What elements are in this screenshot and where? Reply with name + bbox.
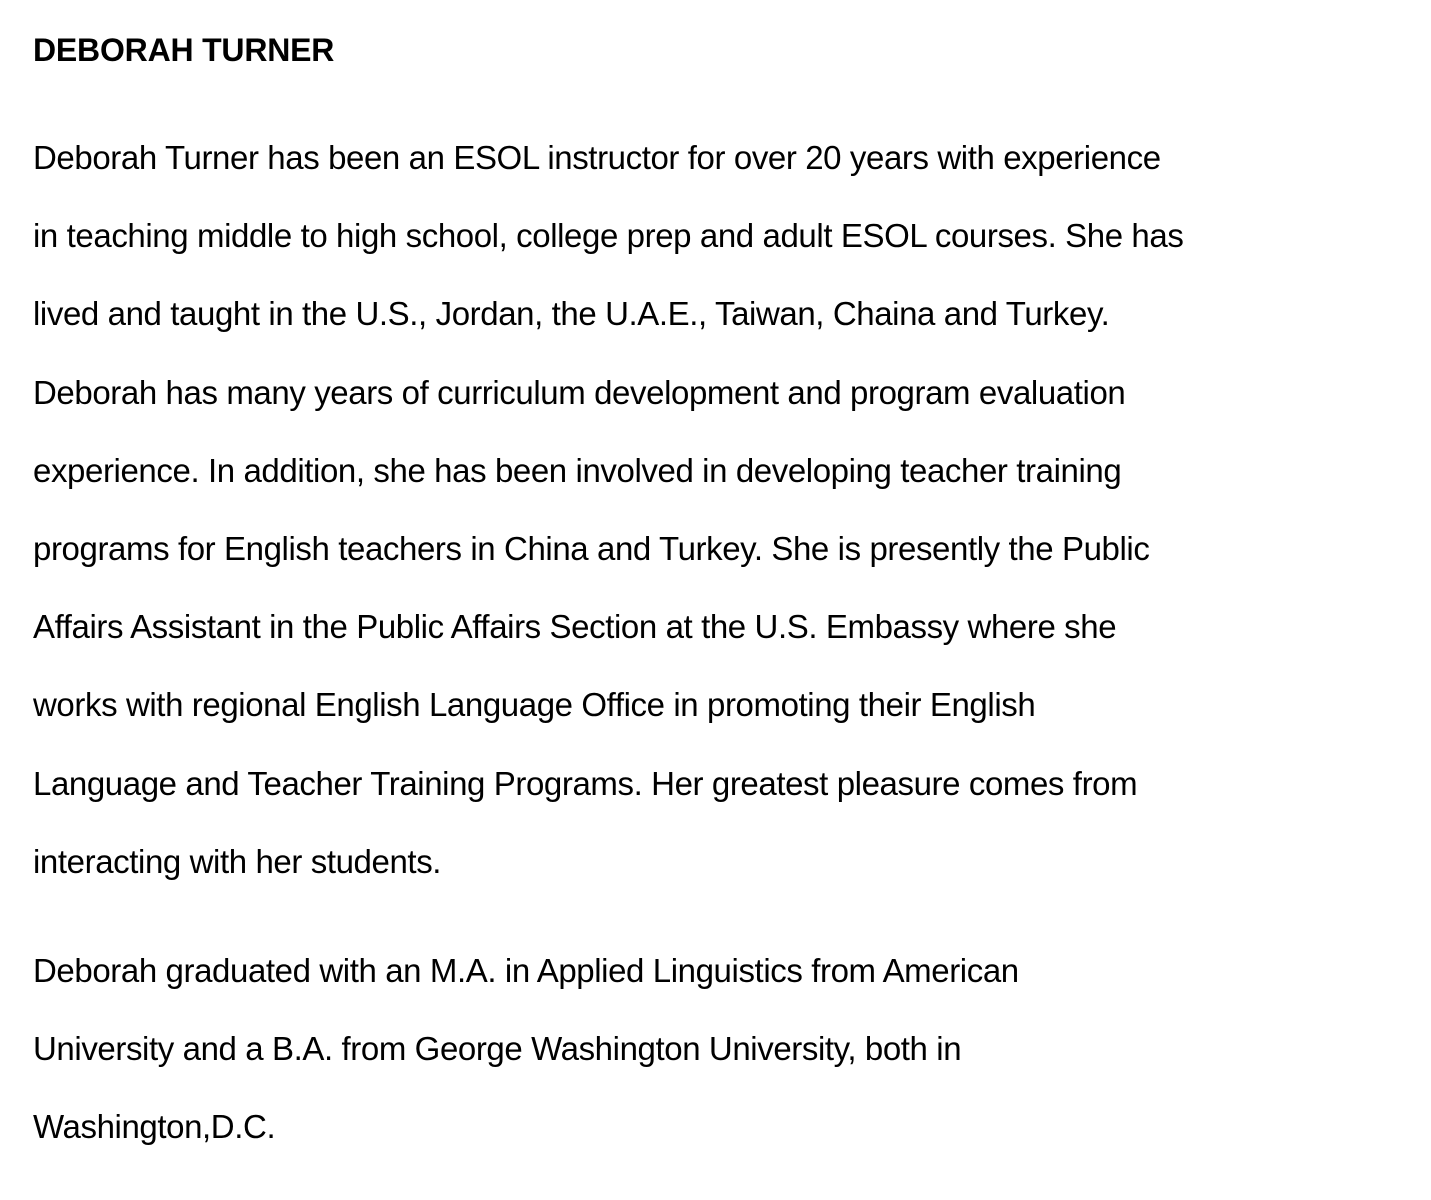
- bio-paragraph-experience: [33, 119, 1183, 901]
- text-line: Deborah Turner has been an ESOL instructor for over 20 years with experience: [33, 139, 1161, 176]
- text-line: Language and Teacher Training Programs. Her greatest pleasure comes from: [33, 764, 1138, 802]
- text-line: in teaching middle to high school, college prep and adult ESOL courses. She has: [33, 217, 1184, 255]
- text-line: programs for English teachers in China and Turkey. She is presently the Public: [33, 530, 1150, 568]
- text-line: Deborah graduated with an M.A. in Applied Linguistics from American: [33, 952, 1019, 989]
- text-line: University and a B.A. from George Washington University, both in: [33, 1030, 962, 1068]
- bio-paragraph-education: [33, 932, 1019, 1167]
- text-line: Deborah has many years of curriculum development and program evaluation: [33, 373, 1126, 411]
- text-line: Washington,D.C.: [33, 1108, 276, 1146]
- text-line: lived and taught in the U.S., Jordan, the U.A.E., Taiwan, Chaina and Turkey.: [33, 295, 1110, 333]
- text-line: Affairs Assistant in the Public Affairs Section at the U.S. Embassy where she: [33, 608, 1117, 646]
- text-line: experience. In addition, she has been involved in developing teacher training: [33, 451, 1122, 489]
- person-name-heading: DEBORAH TURNER: [33, 32, 335, 68]
- text-line: works with regional English Language Office in promoting their English: [33, 686, 1036, 724]
- text-line: interacting with her students.: [33, 842, 442, 880]
